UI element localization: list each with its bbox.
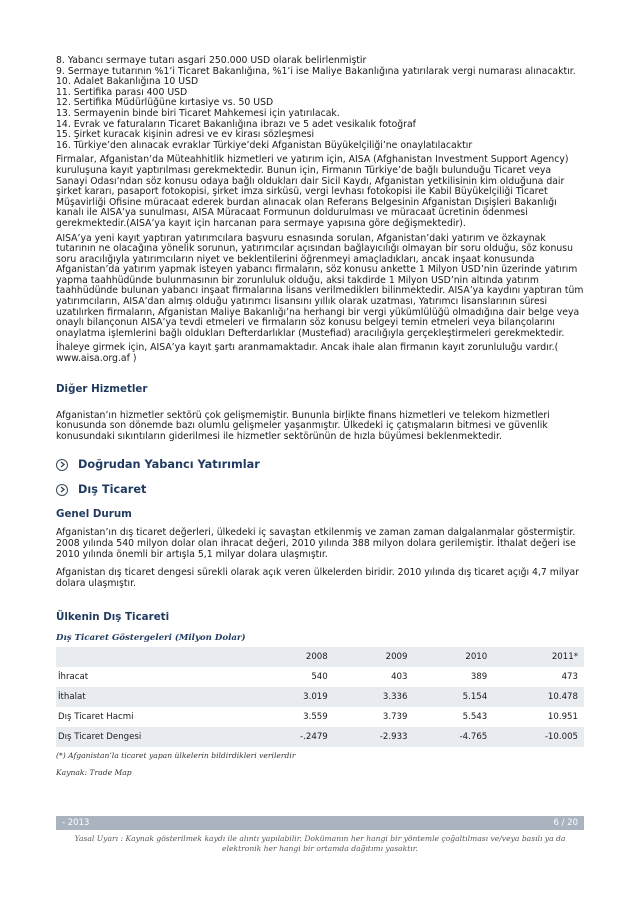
arrow-circle-icon <box>56 459 68 471</box>
list-item: 11. Sertifika parası 400 USD <box>56 86 188 98</box>
paragraph-aisa: AISA’ya yeni kayıt yaptıran yatırımcılara başvuru esnasında sorulan, Afganistan’daki yatırım ve özkaynak tutarının ne olacağına yönelik sorunun, yatırımcılar açısından bağlayıcılığı olmayan bir soru olduğu, söz konusu soru aracılığıyla yatırımcıların niyet ve beklentilerini öğrenmeyi amaçladıkları, ancak inşaat konusunda Afganistan’da yatırım yapmak isteyen yabancı firmaların, söz konusu ankette 1 Milyon USD’nin üzerinde yatırım yapma taahhüdünde bulunmasının bir zorunluluk olduğu, aksi takdirde 1 Milyon USD’nin altında yatırım taahhüdünde bulunan yabancı inşaat firmalarına lisans verilmediklerı bilinmektedir. AISA’ya kaydını yaptıran tüm yatırımcıların, AISA’dan almış olduğu yatırımcı lisansını yıllık olarak uzatması, Yatırımcı lisanslarının süresi uzatılırken firmaların, Afganistan Maliye Bakanlığı’na herhangi bir vergi yükümlülüğü olmadığına dair belge veya onaylı bilançonun AISA’ya tevdi etmeleri ve firmaların söz konusu belgeyi temin etmeleri veya bilançolarını onaylatma işlemlerini bağlı oldukları Defterdarlıklar (Mustefiad) aracılığıyla gerçekleştirmeleri gerekmektedir. <box>56 232 584 339</box>
list-item: 9. Sermaye tutarının %1’i Ticaret Bakanlığına, %1’i ise Maliye Bakanlığına yatırılarak vergi numarası alınacaktır. <box>56 65 576 77</box>
legal-disclaimer: Yasal Uyarı : Kaynak gösterilmek kaydı ile alıntı yapılabilir. Dokümanın her hangi bir yöntemle çoğaltılması ve/veya basılı ya da elektronik her hangi bir ortamda dağıtımı yasaktır. <box>74 834 566 853</box>
table-header-cell: 2010 <box>414 647 494 667</box>
table-cell: İthalat <box>56 687 254 707</box>
paragraph-firmalar: Firmalar, Afganistan’da Müteahhitlik hizmetleri ve yatırım için, AISA (Afghanistan Investment Support Agency) kuruluşuna kayıt yaptırılması gerekmektedir. Bunun için, Firmanın Türkiye’de bağlı bulunduğu Ticaret veya Sanayi Odası’ndan söz konusu odaya bağlı oldukları dair Sicil Kaydı, Afganistan yetkilisinin kim olduğuna dair şirket kararı, pasaport fotokopisi, şirket imza sirküsü, vergi levhası fotokopisi ile Kabil Büyükelçiliği Ticaret Müşavirliği Ofisine müracaat ederek burdan alınacak olan Referans Belgesinin Afganistan Dışişleri Bakanlığı kanalı ile AISA’ya sunulması, AISA Müracaat Formunun doldurulması ve müracaat ücretinin ödenmesi gerekmektedir.(AISA’ya kayıt için harcanan para sermaye yapısına göre değişmektedir). <box>56 154 569 229</box>
list-item: 12. Sertifika Müdürlüğüne kırtasiye vs. 50 USD <box>56 97 274 109</box>
heading-dis-ticaret: Dış Ticaret <box>78 483 147 497</box>
paragraph-genel-2: Afganistan dış ticaret dengesi sürekli olarak açık veren ülkelerden biridir. 2010 yılında dış ticaret açığı 4,7 milyar dolara ulaşmıştır. <box>56 567 580 589</box>
heading-diger-hizmetler: Diğer Hizmetler <box>56 382 148 395</box>
table-row <box>56 727 584 747</box>
table-title: Dış Ticaret Göstergeleri (Milyon Dolar) <box>56 633 246 644</box>
trade-table <box>56 647 584 747</box>
requirements-list <box>56 56 584 151</box>
table-header-row <box>56 647 584 667</box>
paragraph-genel-1: Afganistan’ın dış ticaret değerleri, ülkedeki iç savaştan etkilenmiş ve zaman zaman dalgalanmalar göstermiştir. 2008 yılında 540 milyon dolar olan ihracat değeri, 2010 yılında 388 milyon dolara gerilemiştir. İthalat değeri ise 2010 yılında önemli bir artışla 5,1 milyar dolara ulaşmıştır. <box>56 527 576 560</box>
heading-ulkenin-dis-ticareti: Ülkenin Dış Ticareti <box>56 611 170 624</box>
table-header-cell: 2008 <box>254 647 334 667</box>
table-cell: 3.336 <box>334 687 414 707</box>
table-cell: 3.739 <box>334 707 414 727</box>
table-cell: -10.005 <box>493 727 584 747</box>
table-cell: 5.154 <box>414 687 494 707</box>
heading-genel-durum: Genel Durum <box>56 508 132 521</box>
footer-bar <box>56 816 584 830</box>
footer-year: - 2013 <box>62 818 90 828</box>
list-item: 16. Türkiye’den alınacak evraklar Türkiye’deki Afganistan Büyükelçiliği’ne onaylatılacaktır <box>56 139 473 151</box>
paragraph-hizmetler: Afganistan’ın hizmetler sektörü çok gelişmemiştir. Bununla birlikte finans hizmetleri ve telekom hizmetleri konusunda son dönemde bazı olumlu gelişmeler yaşanmıştır. Ülkedeki iç çatışmaların bitmesi ve güvenlik konusundaki sıkıntıların giderilmesi ile hizmetler sektörünün de hızla büyümesi beklenmektedir. <box>56 409 550 442</box>
table-cell: 10.951 <box>493 707 584 727</box>
table-cell: 3.559 <box>254 707 334 727</box>
page-content <box>56 56 584 777</box>
table-cell: -4.765 <box>414 727 494 747</box>
table-header-cell: 2009 <box>334 647 414 667</box>
table-cell: Dış Ticaret Dengesi <box>56 727 254 747</box>
section-dis-ticaret <box>56 483 584 496</box>
heading-dogrudan-yatirimlar: Doğrudan Yabancı Yatırımlar <box>78 458 260 472</box>
page-number: 6 / 20 <box>553 818 578 828</box>
table-cell: 5.543 <box>414 707 494 727</box>
list-item: 13. Sermayenin binde biri Ticaret Mahkemesi için yatırılacak. <box>56 107 340 119</box>
table-header-cell: 2011* <box>493 647 584 667</box>
list-item: 8. Yabancı sermaye tutarı asgari 250.000 USD olarak belirlenmiştir <box>56 55 367 66</box>
table-cell: 10.478 <box>493 687 584 707</box>
table-row <box>56 687 584 707</box>
table-cell: 473 <box>493 667 584 687</box>
table-header-cell <box>56 647 254 667</box>
table-cell: -.2479 <box>254 727 334 747</box>
table-row <box>56 707 584 727</box>
table-cell: -2.933 <box>334 727 414 747</box>
table-cell: 389 <box>414 667 494 687</box>
table-cell: 3.019 <box>254 687 334 707</box>
table-note: (*) Afganistan’la ticaret yapan ülkelerin bildirdikleri verilerdir <box>56 751 296 761</box>
section-dogrudan <box>56 458 584 471</box>
arrow-circle-icon <box>56 484 68 496</box>
list-item: 10. Adalet Bakanlığına 10 USD <box>56 76 199 88</box>
table-cell: İhracat <box>56 667 254 687</box>
table-cell: 540 <box>254 667 334 687</box>
table-cell: 403 <box>334 667 414 687</box>
paragraph-ihale: İhaleye girmek için, AISA’ya kayıt şartı aranmamaktadır. Ancak ihale alan firmanın kayıt zorunluluğu vardır.( www.aisa.org.af ) <box>56 342 559 365</box>
table-source: Kaynak: Trade Map <box>56 768 132 778</box>
table-cell: Dış Ticaret Hacmi <box>56 707 254 727</box>
table-row <box>56 667 584 687</box>
list-item: 14. Evrak ve faturaların Ticaret Bakanlığına ibrazı ve 5 adet vesikalık fotoğraf <box>56 118 416 130</box>
list-item: 15. Şirket kuracak kişinin adresi ve ev kirası sözleşmesi <box>56 129 315 141</box>
